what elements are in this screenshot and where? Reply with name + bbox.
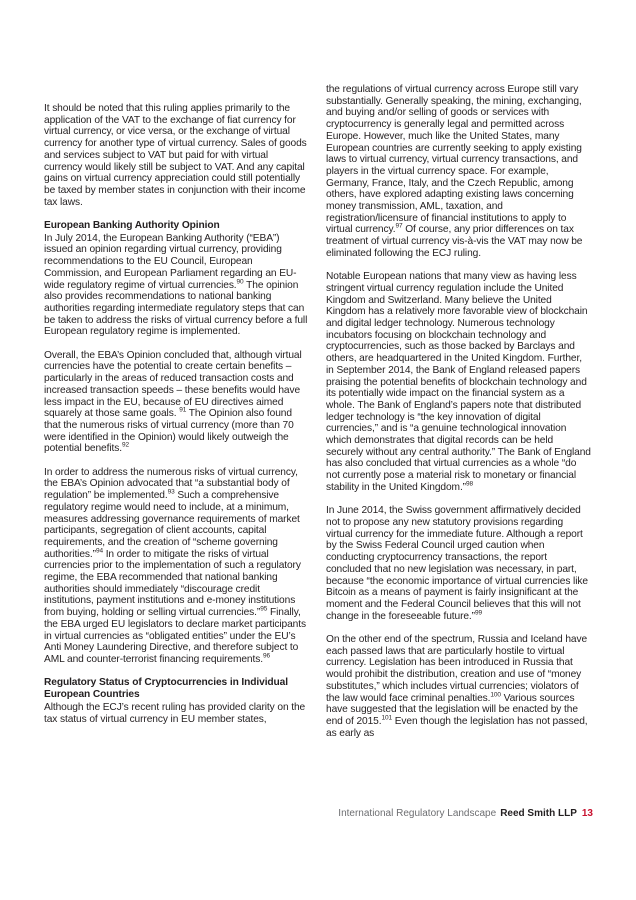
footnote-ref: 95 (260, 605, 268, 613)
paragraph-eba-opinion (44, 233, 309, 338)
text: The opinion also provides recommendations to national banking authorities regarding intermediate regulatory steps that can be taken to address the risks of virtual currency before a full European regulatory regime is implemented. (44, 279, 308, 338)
text: Finally, the EBA urged EU legislators to declare market participants in virtual currencies as “obligated entities” under the EU’s Anti Money Laundering Directive, and therefore subject to AML and counter-terrorist financing requirements. (44, 607, 306, 665)
text: Even though the legislation has not passed, as early as (326, 715, 588, 739)
text: Overall, the EBA’s Opinion concluded that, although virtual currencies have the potential to create certain benefits –particularly in the areas of reduced transaction costs and increased transaction speeds – these benefits would have less impact in the EU, because of EU directives aimed squarely at those same goals. (44, 349, 302, 420)
page-number: 13 (581, 808, 593, 819)
paragraph-uk-switzerland (326, 271, 591, 493)
text: In order to mitigate the risks of virtual currencies prior to the implementation of such a regulatory regime, the EBA recommended that national banking authorities should immediately “discourage credit institutions, payment institutions and e-money institutions from buying, holding or selling virtual currencies.” (44, 548, 301, 619)
text: Of course, any prior differences on tax treatment of virtual currency vis-à-vis the VAT may now be eliminated following the ECJ ruling. (326, 224, 583, 259)
left-column (44, 103, 309, 737)
paragraph-vat-ruling (44, 103, 309, 208)
paragraph-swiss-government (326, 505, 591, 622)
footnote-ref: 90 (236, 278, 244, 286)
footnote-ref: 92 (121, 441, 129, 449)
page-footer (326, 808, 593, 819)
text: Various sources have suggested that the legislation will be enacted by the end of 2015. (326, 692, 578, 727)
text: The Opinion also found that the numerous risks of virtual currency (more than 70 were identified in the Opinion) would likely outweigh the potential benefits. (44, 408, 294, 455)
text: In July 2014, the European Banking Authority (“EBA”) issued an opinion regarding virtual currency, providing recommendations to the EU Council, European Commission, and European Parliament regarding an EU-wide regulatory regime of virtual currencies. (44, 232, 297, 291)
text: On the other end of the spectrum, Russia and Iceland have each passed laws that are particularly hostile to virtual currency. Legislation has been introduced in Russia that would prohibit the distribution, creation and use of “money substitutes,” which includes virtual currencies; violators of the law would face criminal penalties. (326, 634, 588, 704)
text: It should be noted that this ruling applies primarily to the application of the VAT to the exchange of fiat currency for virtual currency, or vice versa, or the exchange of virtual currency for another type of virtual currency. Sales of goods and services subject to VAT but paid for with virtual currency would likely still be subject to VAT. And any capital gains on virtual currency appreciation could still potentially be taxed by member states in conjunction with their income tax laws. (44, 103, 307, 208)
footnote-ref: 96 (262, 652, 270, 660)
paragraph-europe-regulation (326, 84, 591, 260)
footnote-ref: 99 (474, 609, 482, 617)
heading-eba-opinion: European Banking Authority Opinion (44, 220, 220, 232)
footnote-ref: 91 (179, 406, 187, 414)
footnote-ref: 100 (490, 691, 501, 699)
text: In order to address the numerous risks of virtual currency, the EBA’s Opinion advocated that “a substantial body of regulation” be implemented. (44, 466, 298, 502)
footnote-ref: 97 (395, 223, 403, 231)
footnote-ref: 94 (95, 547, 103, 555)
footnote-ref: 101 (381, 714, 392, 722)
right-column (326, 84, 591, 751)
text: Although the ECJ’s recent ruling has provided clarity on the tax status of virtual currency in EU member states, (44, 701, 306, 725)
paragraph-eba-conclusion (44, 350, 309, 455)
footer-section-title: International Regulatory Landscape (338, 808, 497, 819)
paragraph-eba-regulation (44, 467, 309, 666)
heading-regulatory-status: Regulatory Status of Cryptocurrencies in Individual European Countries (44, 677, 288, 701)
paragraph-russia-iceland (326, 634, 591, 739)
text: Such a comprehensive regulatory regime would need to include, at a minimum, measures addressing governance requirements of market participants, segregation of client accounts, capital requirements, and the creation of “scheme governing authorities.” (44, 490, 300, 560)
footer-brand: Reed Smith LLP (500, 808, 577, 819)
footnote-ref: 98 (465, 480, 473, 488)
text: the regulations of virtual currency across Europe still vary substantially. Generally speaking, the mining, exchanging, and buying and/or selling of goods or services with cryptocurrency is generally legal and permitted across Europe. However, much like the United States, many European countries are currently seeking to apply existing laws to virtual currency, virtual currency transactions, and players in the virtual currency space. For example, Germany, France, Italy, and the Czech Republic, among others, have explored adapting existing laws concerning money transmission, AML, taxation, and registration/licensure of financial institutions to apply to virtual currency. (326, 84, 582, 236)
text: In June 2014, the Swiss government affirmatively decided not to propose any new statutory provisions regarding virtual currency for the immediate future. Although a report by the Swiss Federal Council urged caution when conducting cryptocurrency transactions, the report concluded that no new legislation was necessary, in part, because “the economic importance of virtual currencies like Bitcoin as a means of payment is fairly insignificant at the moment and the Federal Council believes that this will not change in the foreseeable future.” (326, 505, 588, 622)
text: Notable European nations that many view as having less stringent virtual currency regulation include the United Kingdom and Switzerland. Many believe the United Kingdom has a relatively more favorable view of blockchain and digital ledger technology. Numerous technology incubators focusing on blockchain technology and cryptocurrencies, such as those backed by Barclays and others, are headquartered in the United Kingdom. Further, in September 2014, the Bank of England released papers praising the potential benefits of blockchain technology and its potentially wide impact on the financial system as a whole. The Bank of England’s papers note that distributed ledger technology is “the key innovation of digital currencies,” and is “a genuine technological innovation which demonstrates that digital records can be held securely without any central authority.” The Bank of England has also concluded that virtual currencies as a whole “do not currently pose a material risk to monetary or financial stability in the United Kingdom.” (326, 271, 591, 493)
footnote-ref: 93 (167, 488, 175, 496)
paragraph-ecj-ruling (44, 702, 309, 725)
